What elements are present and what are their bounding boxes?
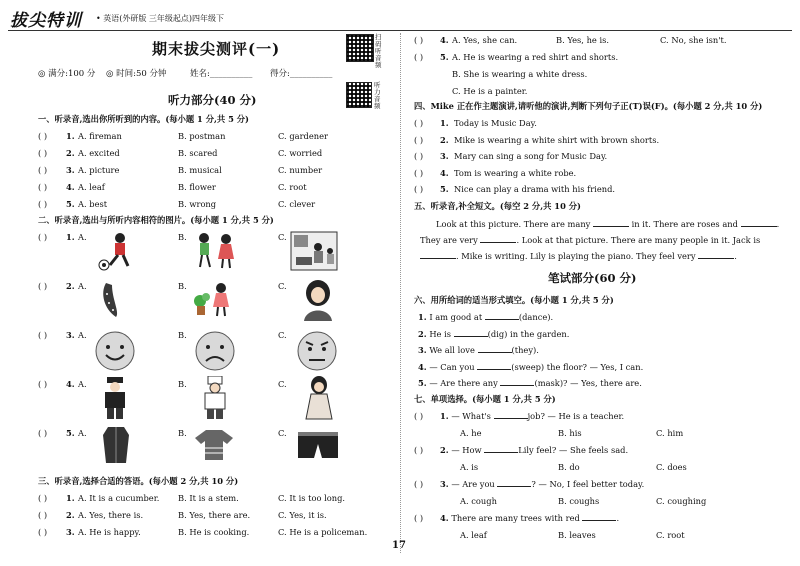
answer-bracket[interactable]: ( ) xyxy=(38,330,48,340)
option-a[interactable]: A. fireman xyxy=(78,131,122,141)
option-c[interactable]: C. coughing xyxy=(656,496,707,506)
fill-blank-item xyxy=(418,345,539,355)
answer-blank[interactable] xyxy=(484,452,518,453)
sad-face-image xyxy=(194,330,236,372)
question-number: 3. xyxy=(66,330,75,340)
answer-bracket[interactable]: ( ) xyxy=(38,148,48,158)
question-number: 4. xyxy=(418,361,427,372)
answer-blank[interactable] xyxy=(494,418,528,419)
option-b[interactable]: B. postman xyxy=(178,131,226,141)
fill-blank-item xyxy=(418,312,553,322)
question-number: 3. xyxy=(440,479,449,489)
page-number: 17 xyxy=(392,540,406,551)
option-c[interactable]: C. does xyxy=(656,462,687,472)
option-a[interactable]: A. picture xyxy=(78,165,120,175)
question-number: 2. xyxy=(66,148,75,158)
question-text: — Are you xyxy=(451,479,495,489)
section-1-title: 一、听录音,选出你所听到的内容。(每小题 1 分,共 5 分) xyxy=(38,114,249,124)
answer-bracket[interactable]: ( ) xyxy=(38,165,48,175)
option-a[interactable]: A. He is wearing a red shirt and shorts. xyxy=(452,52,619,62)
cook-image xyxy=(198,376,232,420)
qr-code-icon[interactable] xyxy=(346,82,372,108)
question-text: — Can you xyxy=(429,361,475,372)
option-c[interactable]: C. He is a policeman. xyxy=(278,527,368,537)
question-number: 1. xyxy=(66,493,75,503)
answer-bracket[interactable]: ( ) xyxy=(414,35,424,45)
question-number: 5. xyxy=(440,52,449,62)
option-b[interactable]: B. xyxy=(178,281,187,291)
mc-question xyxy=(440,445,628,455)
option-b[interactable]: B. his xyxy=(558,428,582,438)
question-number: 1. xyxy=(418,312,427,322)
answer-blank[interactable] xyxy=(500,385,534,386)
option-c[interactable]: C. number xyxy=(278,165,323,175)
question-number: 4. xyxy=(440,513,449,523)
option-a[interactable]: A. xyxy=(78,281,87,291)
answer-bracket[interactable]: ( ) xyxy=(38,379,48,389)
happy-face-image xyxy=(94,330,136,372)
boy-playing-football-image xyxy=(96,231,138,271)
statement-text: Nice can play a drama with his friend. xyxy=(454,184,616,194)
time-limit: ◎ 时间:50 分钟 xyxy=(106,69,167,79)
option-a[interactable]: A. he xyxy=(460,428,482,438)
header-rule xyxy=(8,30,792,31)
fill-blank-item xyxy=(418,378,642,388)
option-b[interactable]: B. It is a stem. xyxy=(178,493,239,503)
writing-section-header: 笔试部分(60 分) xyxy=(548,271,637,285)
answer-bracket[interactable]: ( ) xyxy=(414,167,424,178)
question-text: ? — No, I feel better today. xyxy=(531,479,645,489)
mc-question xyxy=(440,479,644,489)
question-number: 1. xyxy=(440,411,449,421)
statement-text: Mike is wearing a white shirt with brown shorts. xyxy=(454,134,660,145)
question-text: . xyxy=(616,513,620,523)
option-b[interactable]: B. xyxy=(178,232,187,242)
section-6-title: 六、用所给词的适当形式填空。(每小题 1 分,共 5 分) xyxy=(414,295,614,305)
option-c[interactable]: C. root xyxy=(656,530,685,540)
answer-bracket[interactable]: ( ) xyxy=(38,232,48,242)
section-3-title: 三、听录音,选择合适的答语。(每小题 2 分,共 10 分) xyxy=(38,476,239,486)
question-number: 5. xyxy=(66,428,75,438)
question-number: 4. xyxy=(440,35,449,45)
policeman-image xyxy=(98,376,132,420)
girl-with-plant-image xyxy=(190,281,238,319)
question-number: 1. xyxy=(66,232,75,242)
question-number: 5. xyxy=(418,378,427,388)
answer-bracket[interactable]: ( ) xyxy=(414,184,424,194)
option-b[interactable]: B. She is wearing a white dress. xyxy=(452,69,588,79)
question-hint: (dig) in the garden. xyxy=(487,328,570,339)
option-a[interactable]: A. xyxy=(78,232,87,242)
question-number: 4. xyxy=(440,167,449,178)
listening-section-header: 听力部分(40 分) xyxy=(168,93,257,107)
answer-bracket[interactable]: ( ) xyxy=(38,131,48,141)
question-text: He is xyxy=(429,328,452,339)
option-b[interactable]: B. musical xyxy=(178,165,222,175)
option-a[interactable]: A. best xyxy=(78,199,108,209)
column-divider xyxy=(400,33,401,553)
option-c[interactable]: C. xyxy=(278,428,287,438)
option-b[interactable]: B. xyxy=(178,428,187,438)
blank-2[interactable] xyxy=(741,226,777,227)
blank-1[interactable] xyxy=(593,226,629,227)
section-7-title: 七、单项选择。(每小题 1 分,共 5 分) xyxy=(414,394,556,404)
full-score: ◎ 满分:100 分 xyxy=(38,69,96,79)
question-text: There are many trees with red xyxy=(451,513,580,523)
option-c[interactable]: C. worried xyxy=(278,148,323,158)
question-number: 3. xyxy=(66,165,75,175)
option-b[interactable]: B. Yes, he is. xyxy=(556,35,610,45)
option-c[interactable]: C. xyxy=(278,281,287,291)
answer-bracket[interactable]: ( ) xyxy=(414,52,424,62)
answer-bracket[interactable]: ( ) xyxy=(414,134,424,145)
name-field[interactable]: 姓名:__________ xyxy=(190,69,253,79)
passage-line-1: Look at this picture. There are many in it. There are roses and . xyxy=(436,219,780,229)
answer-blank[interactable] xyxy=(582,520,616,521)
option-c[interactable]: C. xyxy=(278,379,287,389)
answer-blank[interactable] xyxy=(485,319,519,320)
option-c[interactable]: C. Yes, it is. xyxy=(278,510,327,520)
option-c[interactable]: C. He is a painter. xyxy=(452,86,528,96)
answer-bracket[interactable]: ( ) xyxy=(38,182,48,192)
t-shirt-image xyxy=(194,428,234,462)
option-a[interactable]: A. xyxy=(78,428,87,438)
people-indoors-image xyxy=(290,231,338,271)
answer-blank[interactable] xyxy=(477,369,511,370)
answer-bracket[interactable]: ( ) xyxy=(414,479,424,489)
question-hint: (sweep) the floor? — Yes, I can. xyxy=(511,361,644,372)
question-number: 2. xyxy=(440,134,449,145)
answer-blank[interactable] xyxy=(497,486,531,487)
option-b[interactable]: B. flower xyxy=(178,182,216,192)
answer-bracket[interactable]: ( ) xyxy=(38,428,48,438)
question-text: — How xyxy=(451,445,482,455)
option-c[interactable]: C. clever xyxy=(278,199,316,209)
question-text: — Are there any xyxy=(429,378,498,388)
brand-logo: 拔尖特训 xyxy=(10,11,82,31)
option-a[interactable]: A. leaf xyxy=(460,530,487,540)
page-title: 期末拔尖测评(一) xyxy=(152,40,281,58)
answer-blank[interactable] xyxy=(478,352,512,353)
question-number: 3. xyxy=(66,527,75,537)
blank-4[interactable] xyxy=(420,258,456,259)
option-b[interactable]: B. do xyxy=(558,462,580,472)
jacket-image xyxy=(102,425,130,465)
option-b[interactable]: B. scared xyxy=(178,148,218,158)
kids-playing-image xyxy=(190,231,242,271)
question-number: 3. xyxy=(440,151,449,161)
question-number: 2. xyxy=(66,281,75,291)
fill-blank-item xyxy=(418,362,643,372)
answer-bracket[interactable]: ( ) xyxy=(414,513,424,523)
mc-question xyxy=(440,513,619,523)
option-a[interactable]: A. It is a cucumber. xyxy=(78,493,160,503)
answer-bracket[interactable]: ( ) xyxy=(38,510,48,520)
option-c[interactable]: C. It is too long. xyxy=(278,493,346,503)
qr-code-icon[interactable] xyxy=(346,34,374,62)
question-hint: (dance). xyxy=(518,312,554,322)
question-text: — What's xyxy=(451,411,491,421)
option-a[interactable]: A. is xyxy=(460,462,479,472)
option-a[interactable]: A. Yes, she can. xyxy=(452,35,518,45)
mc-question xyxy=(440,411,624,421)
question-number: 3. xyxy=(418,345,427,355)
blank-3[interactable] xyxy=(480,242,516,243)
question-text: We all love xyxy=(429,345,475,355)
question-text: job? — He is a teacher. xyxy=(527,411,625,421)
passage-line-2: They are very . Look at that picture. There are many people in it. Jack is xyxy=(420,235,761,245)
passage-line-3: . Mike is writing. Lily is playing the piano. They feel very . xyxy=(420,251,737,261)
book-title: • 英语(外研版 三年级起点)四年级下 xyxy=(96,14,225,23)
statement-text: Tom is wearing a white robe. xyxy=(454,167,577,178)
answer-bracket[interactable]: ( ) xyxy=(38,199,48,209)
answer-bracket[interactable]: ( ) xyxy=(414,151,424,161)
answer-bracket[interactable]: ( ) xyxy=(38,493,48,503)
section-5-title: 五、听录音,补全短文。(每空 2 分,共 10 分) xyxy=(414,201,581,211)
answer-bracket[interactable]: ( ) xyxy=(38,527,48,537)
option-b[interactable]: B. Yes, there are. xyxy=(178,510,251,520)
option-a[interactable]: A. He is happy. xyxy=(78,527,141,537)
question-number: 2. xyxy=(418,328,427,339)
question-hint: (they). xyxy=(511,345,539,355)
woman-portrait-image xyxy=(298,279,338,321)
option-b[interactable]: B. xyxy=(178,330,187,340)
cucumber-image xyxy=(96,279,126,321)
question-number: 4. xyxy=(66,182,75,192)
question-number: 5. xyxy=(66,199,75,209)
option-a[interactable]: A. Yes, there is. xyxy=(78,510,144,520)
option-c[interactable]: C. No, she isn't. xyxy=(660,35,727,45)
question-text: Lily feel? — She feels sad. xyxy=(518,445,629,455)
question-number: 2. xyxy=(440,445,449,455)
statement-text: Today is Music Day. xyxy=(454,118,537,128)
option-a[interactable]: A. excited xyxy=(78,148,120,158)
section-2-title: 二、听录音,选出与所听内容相符的图片。(每小题 1 分,共 5 分) xyxy=(38,215,274,225)
qr-label: 扫码听音频 xyxy=(375,33,382,69)
blank-5[interactable] xyxy=(698,258,734,259)
option-c[interactable]: C. him xyxy=(656,428,684,438)
question-number: 2. xyxy=(66,510,75,520)
option-c[interactable]: C. xyxy=(278,232,287,242)
option-c[interactable]: C. gardener xyxy=(278,131,328,141)
answer-bracket[interactable]: ( ) xyxy=(414,411,424,421)
answer-blank[interactable] xyxy=(454,336,488,337)
question-hint: (mask)? — Yes, there are. xyxy=(534,378,642,388)
option-a[interactable]: A. xyxy=(78,379,87,389)
angry-face-image xyxy=(296,330,338,372)
fill-blank-item xyxy=(418,329,569,339)
option-a[interactable]: A. xyxy=(78,330,87,340)
section-4-title: 四、Mike 正在作主题演讲,请听他的演讲,判断下列句子正(T)误(F)。(每小题 2 分,共 10 分) xyxy=(414,101,763,111)
statement-text: Mary can sing a song for Music Day. xyxy=(454,151,608,161)
option-c[interactable]: C. xyxy=(278,330,287,340)
option-b[interactable]: B. wrong xyxy=(178,199,217,209)
question-number: 1. xyxy=(66,131,75,141)
question-number: 5. xyxy=(440,184,449,194)
option-b[interactable]: B. leaves xyxy=(558,530,596,540)
option-b[interactable]: B. xyxy=(178,379,187,389)
option-a[interactable]: A. cough xyxy=(460,496,497,506)
option-c[interactable]: C. root xyxy=(278,182,307,192)
qr-label: 听力音频 xyxy=(374,81,381,110)
question-number: 1. xyxy=(440,118,449,128)
answer-bracket[interactable]: ( ) xyxy=(414,445,424,455)
option-b[interactable]: B. He is cooking. xyxy=(178,527,250,537)
score-field[interactable]: 得分:__________ xyxy=(270,69,333,79)
option-a[interactable]: A. leaf xyxy=(78,182,105,192)
shorts-image xyxy=(296,430,340,460)
woman-in-dress-image xyxy=(302,376,336,420)
answer-bracket[interactable]: ( ) xyxy=(38,281,48,291)
question-text: I am good at xyxy=(429,312,483,322)
answer-bracket[interactable]: ( ) xyxy=(414,118,424,128)
option-b[interactable]: B. coughs xyxy=(558,496,600,506)
question-number: 4. xyxy=(66,379,75,389)
